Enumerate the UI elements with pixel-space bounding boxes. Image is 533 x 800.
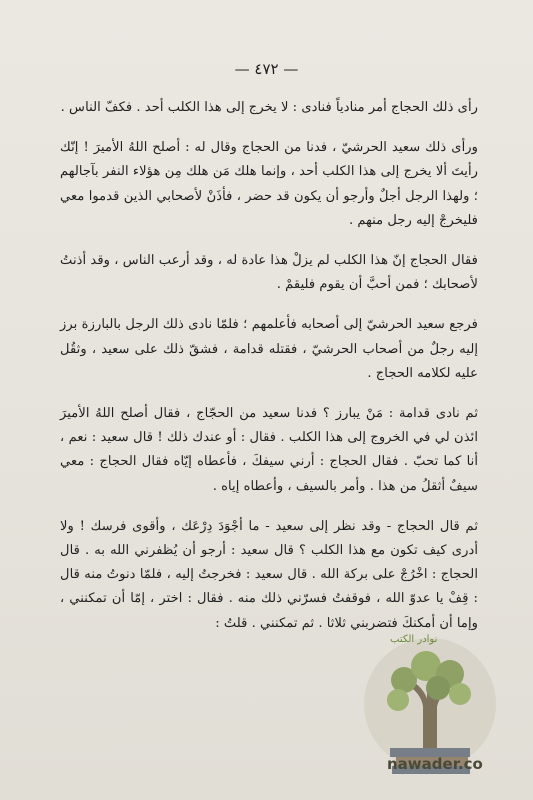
paragraph: ثم قال الحجاج - وقد نظر إلى سعيد - ما أجْوَدَ دِرْعَك ، وأقوى فرسك ! ولا أدرى كيف تكون مع هذا الكلب ؟ قال سعيد : أرجو أن يُظفرني الله به . قال الحجاج : اخْرُجْ على بركة الله . قال سعيد : فخرجتُ إليه ، فلمّا دنوتُ منه قال : قِفْ يا عدوّ الله ، فوقفتُ فسرّني ذلك منه . فقال : اختر ، إمّا أن تمكنني ، وإما أن أمكنكَ فتضربني ثلاثا . ثم تمكنني . قلتُ : [60, 518, 478, 631]
paragraph: ثم نادى قدامة : مَنْ يبارز ؟ فدنا سعيد من الحجّاج ، فقال أصلح اللهُ الأميرَ ائذن لي في الخروج إلى هذا الكلب . فقال : أو عندك ذلك ! قال سعيد : نعم ، أنا كما تحبّ . فقال الحجاج : أرني سيفكَ ، فأعطاه إيّاه فقال الحجاج : معي سيفٌ أثقلُ من هذا . وأمر بالسيف ، وأعطاه إياه . [60, 406, 478, 494]
paragraph: رأى ذلك الحجاج أمر منادياً فنادى : لا يخرج إلى هذا الكلب أحد . فكفّ الناس . [60, 100, 478, 115]
paragraph: ورأى ذلك سعيد الحرشيّ ، فدنا من الحجاج وقال له : أصلح اللهُ الأميرَ ! إنّك رأيتَ ألا يخرج إلى هذا الكلب أحد ، وإنما هلك مَن هلك مِن هؤلاء النفر بآجالهم ؛ ولهذا الرجل أجلٌ وأرجو أن يكون قد حضر ، فأذَنْ لأصحابي الذين قدموا معي فليخرجْ إليه رجل منهم . [60, 140, 478, 228]
watermark-site: nawader.co [387, 755, 483, 773]
tree-leaf-icon [426, 676, 450, 700]
tree-leaf-icon [387, 689, 409, 711]
tree-leaf-icon [449, 683, 471, 705]
paragraph: فرجع سعيد الحرشيّ إلى أصحابه فأعلمهم ؛ فلمّا نادى ذلك الرجل بالبارزة برز إليه رجلٌ من أصحاب الحرشيّ ، فقتله قدامة ، فشقّ ذلك على سعيد ، وثقُل عليه لكلامه الحجاج . [60, 317, 478, 381]
paragraph: فقال الحجاج إنّ هذا الكلب لم يزلْ هذا عادة له ، وقد أرعب الناس ، وقد أذنتُ لأصحابك ؛ فمن أحبَّ أن يقوم فليقمْ . [60, 253, 478, 293]
watermark-name: نوادر الكتب [390, 634, 438, 645]
page-number: — ٤٧٢ — [234, 60, 299, 78]
body-text [60, 96, 478, 644]
